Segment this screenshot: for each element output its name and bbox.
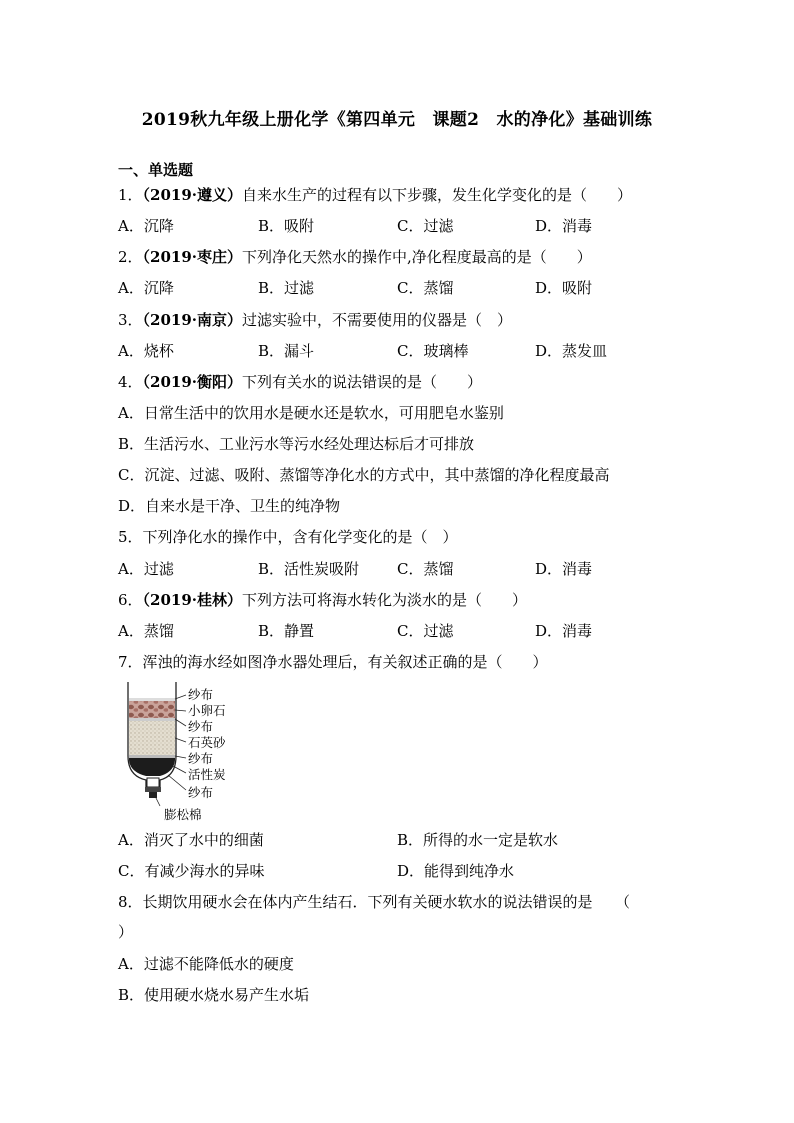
question-stem: 浑浊的海水经如图净水器处理后，有关叙述正确的是（ ） xyxy=(142,653,548,671)
option-a: A．烧杯 xyxy=(118,342,174,360)
option-d: D．消毒 xyxy=(535,560,593,578)
question-number: 7． xyxy=(118,653,143,671)
question-stem: 下列净化水的操作中，含有化学变化的是（ ） xyxy=(142,528,458,546)
question-number: 1． xyxy=(118,186,143,204)
question-number: 2． xyxy=(118,248,143,266)
option-c: C．沉淀、过滤、吸附、蒸馏等净化水的方式中，其中蒸馏的净化程度最高 xyxy=(118,466,610,484)
question-4 xyxy=(118,372,482,392)
gauze-layer xyxy=(129,698,175,701)
option-c: C．蒸馏 xyxy=(397,560,454,578)
section-heading: 一、单选题 xyxy=(118,161,194,179)
question-source: （2019·南京） xyxy=(142,311,243,329)
question-stem: 下列净化天然水的操作中,净化程度最高的是（ ） xyxy=(242,248,592,266)
option-d: D．自来水是干净、卫生的纯净物 xyxy=(118,497,341,515)
label-quartz-sand: 石英砂 xyxy=(188,735,226,750)
option-a: A．过滤 xyxy=(118,560,174,578)
gauze-layer xyxy=(129,755,175,758)
question-source: （2019·遵义） xyxy=(142,186,243,204)
option-b: B．吸附 xyxy=(258,217,315,235)
question-6 xyxy=(118,590,527,610)
question-7 xyxy=(118,652,548,672)
option-c: C．玻璃棒 xyxy=(397,342,469,360)
option-b: B．使用硬水烧水易产生水垢 xyxy=(118,986,310,1004)
question-2 xyxy=(118,247,592,267)
option-c: C．过滤 xyxy=(397,622,454,640)
option-b: B．漏斗 xyxy=(258,342,315,360)
option-b: B．所得的水一定是软水 xyxy=(397,831,559,849)
option-b: B．过滤 xyxy=(258,279,315,297)
option-a: A．过滤不能降低水的硬度 xyxy=(118,955,294,973)
question-8-continued: ） xyxy=(118,923,134,941)
label-activated-carbon: 活性炭 xyxy=(188,767,226,782)
option-a: A．蒸馏 xyxy=(118,622,174,640)
label-gauze: 纱布 xyxy=(188,687,214,702)
option-b: B．生活污水、工业污水等污水经处理达标后才可排放 xyxy=(118,435,475,453)
question-stem: 下列有关水的说法错误的是（ ） xyxy=(242,373,483,391)
option-d: D．能得到纯净水 xyxy=(397,862,515,880)
question-number: 4． xyxy=(118,373,143,391)
question-number: 6． xyxy=(118,591,143,609)
gauze-layer xyxy=(129,718,175,721)
label-cotton: 膨松棉 xyxy=(164,807,202,822)
label-gauze: 纱布 xyxy=(188,785,214,800)
carbon-layer xyxy=(129,758,175,776)
option-a: A．沉降 xyxy=(118,279,174,297)
option-c: C．有减少海水的异味 xyxy=(118,862,265,880)
question-8 xyxy=(118,892,630,912)
sand-layer xyxy=(129,721,175,755)
option-d: D．蒸发皿 xyxy=(535,342,608,360)
page-title: 2019秋九年级上册化学《第四单元 课题2 水的净化》基础训练 xyxy=(141,110,653,130)
question-number: 3． xyxy=(118,311,143,329)
label-gauze: 纱布 xyxy=(188,719,214,734)
option-b: B．活性炭吸附 xyxy=(258,560,360,578)
option-a: A．日常生活中的饮用水是硬水还是软水，可用肥皂水鉴别 xyxy=(118,404,504,422)
option-a: A．消灭了水中的细菌 xyxy=(118,831,264,849)
question-source: （2019·衡阳） xyxy=(142,373,243,391)
pebble-layer xyxy=(129,701,175,718)
label-gauze: 纱布 xyxy=(188,751,214,766)
question-stem: 过滤实验中，不需要使用的仪器是（ ） xyxy=(242,311,513,329)
question-stem: 自来水生产的过程有以下步骤，发生化学变化的是（ ） xyxy=(242,186,633,204)
question-5 xyxy=(118,527,458,547)
water-purifier-figure xyxy=(118,680,228,825)
question-stem: 下列方法可将海水转化为淡水的是（ ） xyxy=(242,591,528,609)
question-source: （2019·桂林） xyxy=(142,591,243,609)
question-number: 8． xyxy=(118,893,143,911)
option-b: B．静置 xyxy=(258,622,315,640)
question-number: 5． xyxy=(118,528,143,546)
option-a: A．沉降 xyxy=(118,217,174,235)
option-d: D．消毒 xyxy=(535,217,593,235)
question-source: （2019·枣庄） xyxy=(142,248,243,266)
option-c: C．过滤 xyxy=(397,217,454,235)
option-d: D．消毒 xyxy=(535,622,593,640)
question-3 xyxy=(118,310,512,330)
question-1 xyxy=(118,185,632,205)
label-pebbles: 小卵石 xyxy=(188,703,226,718)
option-d: D．吸附 xyxy=(535,279,593,297)
option-c: C．蒸馏 xyxy=(397,279,454,297)
question-stem: 长期饮用硬水会在体内产生结石．下列有关硬水软水的说法错误的是 （ xyxy=(142,893,631,911)
